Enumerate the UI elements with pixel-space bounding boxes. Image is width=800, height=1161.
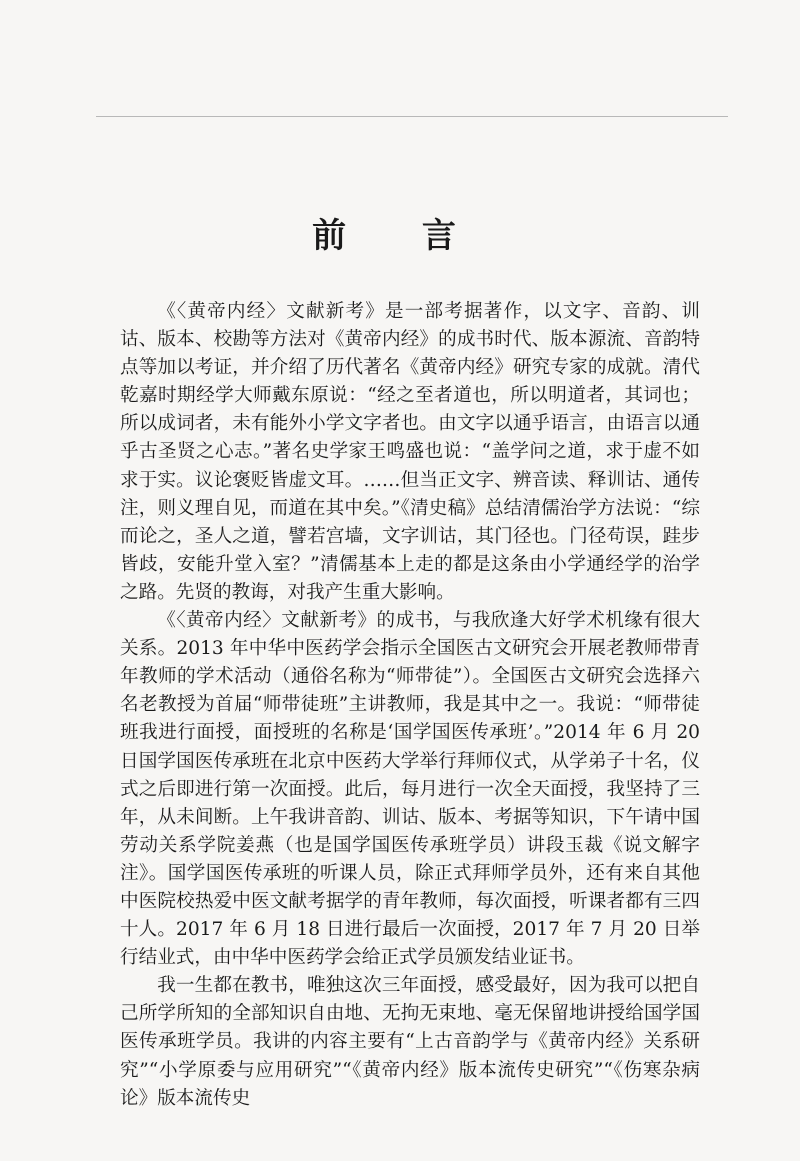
header-rule xyxy=(96,116,728,117)
preface-body xyxy=(120,298,700,1113)
paragraph-2: 《〈黄帝内经〉文献新考》的成书，与我欣逢大好学术机缘有很大关系。2013 年中华中医药学会指示全国医古文研究会开展老教师带青年教师的学术活动（通俗名称为“师带徒”）。全国医古文研究会选择六名老教授为首届“师带徒班”主讲教师，我是其中之一。我说：“师带徒班我进行面授，面授班的名称是‘国学国医传承班’。”2014 年 6 月 20 日国学国医传承班在北京中医药大学举行拜师仪式，从学弟子十名，仪式之后即进行第一次面授。此后，每月进行一次全天面授，我坚持了三年，从未间断。上午我讲音韵、训诂、版本、考据等知识，下午请中国劳动关系学院姜燕（也是国学国医传承班学员）讲段玉裁《说文解字注》。国学国医传承班的听课人员，除正式拜师学员外，还有来自其他中医院校热爱中医文献考据学的青年教师，每次面授，听课者都有三四十人。2017 年 6 月 18 日进行最后一次面授，2017 年 7 月 20 日举行结业式，由中华中医药学会给正式学员颁发结业证书。 xyxy=(120,610,700,969)
paragraph-3: 我一生都在教书，唯独这次三年面授，感受最好，因为我可以把自己所学所知的全部知识自由地、无拘无束地、毫无保留地讲授给国学国医传承班学员。我讲的内容主要有“上古音韵学与《黄帝内经》关系研究”“小学原委与应用研究”“《黄帝内经》版本流传史研究”“《伤寒杂病论》版本流传史 xyxy=(120,975,700,1109)
page-title: 前 言 xyxy=(312,216,488,256)
paragraph-1: 《〈黄帝内经〉文献新考》是一部考据著作，以文字、音韵、训诂、版本、校勘等方法对《黄帝内经》的成书时代、版本源流、音韵特点等加以考证，并介绍了历代著名《黄帝内经》研究专家的成就。清代乾嘉时期经学大师戴东原说：“经之至者道也，所以明道者，其词也；所以成词者，未有能外小学文字者也。由文字以通乎语言，由语言以通乎古圣贤之心志。”著名史学家王鸣盛也说：“盖学问之道，求于虚不如求于实。议论褒贬皆虚文耳。……但当正文字、辨音读、释训诂、通传注，则义理自见，而道在其中矣。”《清史稿》总结清儒治学方法说：“综而论之，圣人之道，譬若宫墙，文字训诂，其门径也。门径苟误，跬步皆歧，安能升堂入室？”清儒基本上走的都是这条由小学通经学的治学之路。先贤的教诲，对我产生重大影响。 xyxy=(120,301,700,603)
